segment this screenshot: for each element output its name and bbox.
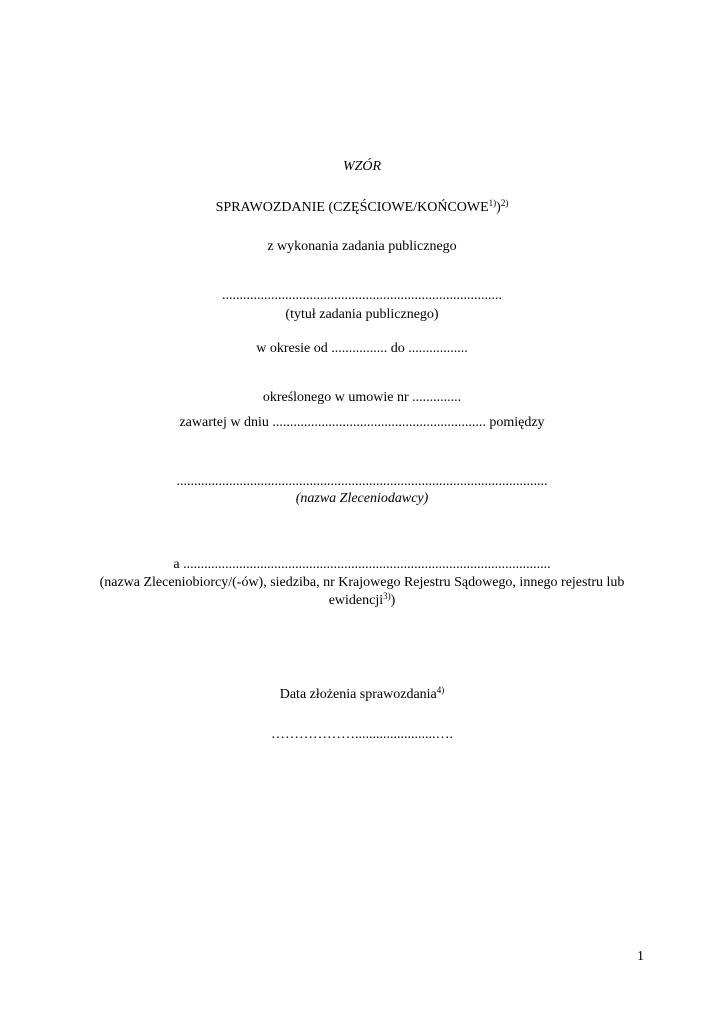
contract-number-line: określonego w umowie nr .............. bbox=[262, 390, 462, 405]
submission-date-placeholder: ……………….......................…. bbox=[271, 727, 453, 742]
footnote-ref-2: 2) bbox=[500, 198, 509, 208]
task-title-caption: (tytuł zadania publicznego) bbox=[285, 307, 439, 322]
report-title-text: SPRAWOZDANIE (CZĘŚCIOWE/KOŃCOWE bbox=[215, 200, 489, 215]
grantee-caption-line1: (nazwa Zleceniobiorcy/(-ów), siedziba, nr Krajowego Rejestru Sądowego, innego rejestru lub bbox=[99, 575, 625, 590]
contract-date-line: zawartej w dniu ............................................................. pomiędzy bbox=[179, 415, 545, 430]
contractor-placeholder: .......................................................................................................... bbox=[176, 474, 548, 489]
grantee-placeholder: a ......................................................................................................... bbox=[173, 557, 551, 572]
report-subtitle: z wykonania zadania publicznego bbox=[267, 239, 457, 254]
template-heading: WZÓR bbox=[342, 159, 382, 174]
reporting-period: w okresie od ................ do ................. bbox=[256, 341, 468, 356]
report-title-close: ) bbox=[496, 200, 501, 215]
grantee-caption-close: ) bbox=[390, 593, 396, 608]
footnote-ref-4: 4) bbox=[436, 685, 445, 695]
page-number: 1 bbox=[637, 949, 644, 964]
footnote-ref-1: 1) bbox=[488, 198, 497, 208]
grantee-caption-text: ewidencji bbox=[328, 593, 384, 608]
submission-date-label bbox=[0, 686, 724, 704]
contractor-caption: (nazwa Zleceniodawcy) bbox=[295, 491, 429, 506]
submission-date-text: Data złożenia sprawozdania bbox=[279, 687, 437, 702]
report-title bbox=[0, 199, 724, 217]
task-title-placeholder: ................................................................................ bbox=[222, 288, 502, 303]
footnote-ref-3: 3) bbox=[383, 591, 391, 601]
grantee-caption-line2 bbox=[0, 592, 724, 610]
